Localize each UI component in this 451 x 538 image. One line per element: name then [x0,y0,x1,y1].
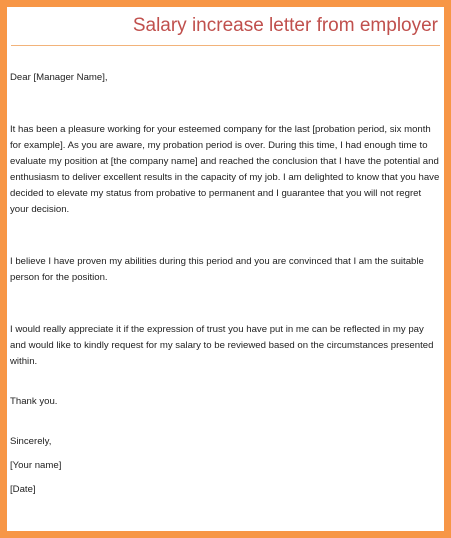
paragraph-1: It has been a pleasure working for your esteemed company for the last [probation period, six month for example]. As you are aware, my probation period is over. During this time, I had enough time to evaluate my position at [the company name] and reached the conclusion that I have the potential and enthusiasm to deliver excellent results in the capacity of my job. I am delighted to know that you have decided to elevate my status from probative to permanent and I guarantee that you will not regret your decision. [10,124,440,215]
closing-line: Sincerely, [10,436,52,447]
thanks-line: Thank you. [10,396,58,407]
paragraph-3: I would really appreciate it if the expression of trust you have put in me can be reflected in my pay and would like to kindly request for my salary to be reviewed based on the circumstances presented within. [10,324,434,367]
salutation: Dear [Manager Name], [10,72,108,83]
signature-name: [Your name] [10,460,62,471]
letter-date: [Date] [10,484,36,495]
paragraph-2: I believe I have proven my abilities during this period and you are convinced that I am the suitable person for the position. [10,256,424,283]
title-divider [11,45,440,46]
letter-body [10,70,442,498]
page-title: Salary increase letter from employer [132,15,438,36]
